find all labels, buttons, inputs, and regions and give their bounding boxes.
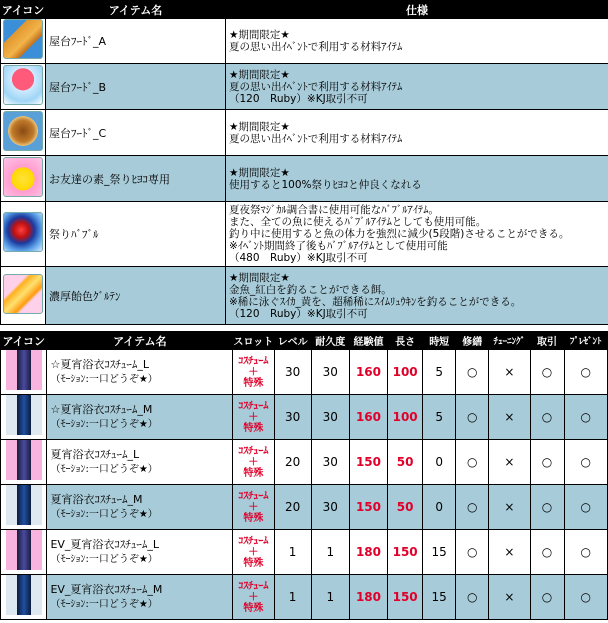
takoyaki-icon xyxy=(3,111,43,151)
table-row xyxy=(1,530,608,575)
repair-value: ○ xyxy=(456,350,489,395)
header-tuning: ﾁｭｰﾆﾝｸﾞ xyxy=(489,332,530,350)
trade-value: ○ xyxy=(530,440,564,485)
table-row xyxy=(1,395,608,440)
baguette-icon xyxy=(3,19,43,59)
header-exp: 経験値 xyxy=(349,332,387,350)
item-name: 屋台ﾌｰﾄﾞ_B xyxy=(46,64,226,110)
slot-value: ｺｽﾁｭｰﾑ ＋ 特殊 xyxy=(233,440,274,485)
length-value: 50 xyxy=(388,485,423,530)
time-value: 5 xyxy=(423,350,456,395)
header-spec: 仕様 xyxy=(226,1,608,19)
level-value: 1 xyxy=(274,530,311,575)
length-value: 100 xyxy=(388,395,423,440)
item-name: 夏宵浴衣ｺｽﾁｭｰﾑ_M （ﾓｰｼｮﾝ:一口どうぞ★） xyxy=(47,485,233,530)
table-row xyxy=(1,202,608,267)
trade-value: ○ xyxy=(530,530,564,575)
costume-pink-icon xyxy=(6,440,42,480)
item-name: ☆夏宵浴衣ｺｽﾁｭｰﾑ_M （ﾓｰｼｮﾝ:一口どうぞ★） xyxy=(47,395,233,440)
bubble-icon xyxy=(3,212,43,252)
durability-value: 30 xyxy=(311,395,349,440)
costume-pink-icon xyxy=(6,350,42,390)
exp-value: 180 xyxy=(349,575,387,620)
tuning-value: × xyxy=(489,395,530,440)
time-value: 5 xyxy=(423,395,456,440)
durability-value: 1 xyxy=(311,575,349,620)
table-header xyxy=(1,332,608,350)
level-value: 30 xyxy=(274,395,311,440)
present-value: ○ xyxy=(564,440,607,485)
item-name: EV_夏宵浴衣ｺｽﾁｭｰﾑ_L （ﾓｰｼｮﾝ:一口どうぞ★） xyxy=(47,530,233,575)
tuning-value: × xyxy=(489,575,530,620)
durability-value: 1 xyxy=(311,530,349,575)
present-value: ○ xyxy=(564,530,607,575)
slot-value: ｺｽﾁｭｰﾑ ＋ 特殊 xyxy=(233,575,274,620)
present-value: ○ xyxy=(564,485,607,530)
item-name: お友達の素_祭りﾋﾖｺ専用 xyxy=(46,156,226,202)
header-length: 長さ xyxy=(388,332,423,350)
trade-value: ○ xyxy=(530,575,564,620)
tuning-value: × xyxy=(489,485,530,530)
chick-icon xyxy=(3,157,43,197)
length-value: 100 xyxy=(388,350,423,395)
level-value: 1 xyxy=(274,575,311,620)
item-name: 屋台ﾌｰﾄﾞ_C xyxy=(46,110,226,156)
table-row xyxy=(1,110,608,156)
table-row xyxy=(1,440,608,485)
repair-value: ○ xyxy=(456,530,489,575)
durability-value: 30 xyxy=(311,350,349,395)
trade-value: ○ xyxy=(530,395,564,440)
header-durability: 耐久度 xyxy=(311,332,349,350)
present-value: ○ xyxy=(564,395,607,440)
header-time: 時短 xyxy=(423,332,456,350)
time-value: 0 xyxy=(423,440,456,485)
item-spec: ★期間限定★ 夏の思い出ｲﾍﾞﾝﾄで利用する材料ｱｲﾃﾑ xyxy=(226,19,608,64)
costume-navy-icon xyxy=(6,485,42,525)
item-name: EV_夏宵浴衣ｺｽﾁｭｰﾑ_M （ﾓｰｼｮﾝ:一口どうぞ★） xyxy=(47,575,233,620)
table-row xyxy=(1,156,608,202)
header-name: アイテム名 xyxy=(46,1,226,19)
level-value: 20 xyxy=(274,440,311,485)
item-name: ☆夏宵浴衣ｺｽﾁｭｰﾑ_L （ﾓｰｼｮﾝ:一口どうぞ★） xyxy=(47,350,233,395)
header-present: ﾌﾟﾚｾﾞﾝﾄ xyxy=(564,332,607,350)
length-value: 50 xyxy=(388,440,423,485)
gluten-icon xyxy=(3,274,43,314)
slot-value: ｺｽﾁｭｰﾑ ＋ 特殊 xyxy=(233,485,274,530)
costume-pink-icon xyxy=(6,530,42,570)
exp-value: 160 xyxy=(349,350,387,395)
table-row xyxy=(1,19,608,64)
present-value: ○ xyxy=(564,350,607,395)
time-value: 15 xyxy=(423,575,456,620)
present-value: ○ xyxy=(564,575,607,620)
table-row xyxy=(1,350,608,395)
item-name: 屋台ﾌｰﾄﾞ_A xyxy=(46,19,226,64)
table-header xyxy=(1,1,608,19)
shaved-ice-icon xyxy=(3,65,43,105)
item-spec: ★期間限定★ 金魚_紅白を釣ることができる餌。 ※稀に泳ぐｽｲｶ_黄を、超稀稀にｽｲﾑﾘｭｳｷﾝを釣ることができる。 （120 Ruby）※KJ取引不可 xyxy=(226,267,608,325)
length-value: 150 xyxy=(388,575,423,620)
item-spec: ★期間限定★ 夏の思い出ｲﾍﾞﾝﾄで利用する材料ｱｲﾃﾑ （120 Ruby）※KJ取引不可 xyxy=(226,64,608,110)
durability-value: 30 xyxy=(311,485,349,530)
costume-table xyxy=(0,331,608,620)
trade-value: ○ xyxy=(530,485,564,530)
trade-value: ○ xyxy=(530,350,564,395)
tuning-value: × xyxy=(489,530,530,575)
repair-value: ○ xyxy=(456,485,489,530)
slot-value: ｺｽﾁｭｰﾑ ＋ 特殊 xyxy=(233,350,274,395)
table-row xyxy=(1,64,608,110)
durability-value: 30 xyxy=(311,440,349,485)
table-row xyxy=(1,267,608,325)
item-name: 祭りﾊﾞﾌﾞﾙ xyxy=(46,202,226,267)
repair-value: ○ xyxy=(456,395,489,440)
header-icon: アイコン xyxy=(1,332,47,350)
exp-value: 160 xyxy=(349,395,387,440)
header-repair: 修繕 xyxy=(456,332,489,350)
length-value: 150 xyxy=(388,530,423,575)
header-trade: 取引 xyxy=(530,332,564,350)
level-value: 30 xyxy=(274,350,311,395)
item-name: 濃厚飴色ｸﾞﾙﾃﾝ xyxy=(46,267,226,325)
header-slot: スロット xyxy=(233,332,274,350)
exp-value: 180 xyxy=(349,530,387,575)
header-level: レベル xyxy=(274,332,311,350)
exp-value: 150 xyxy=(349,485,387,530)
header-icon: アイコン xyxy=(1,1,46,19)
slot-value: ｺｽﾁｭｰﾑ ＋ 特殊 xyxy=(233,530,274,575)
item-name: 夏宵浴衣ｺｽﾁｭｰﾑ_L （ﾓｰｼｮﾝ:一口どうぞ★） xyxy=(47,440,233,485)
level-value: 20 xyxy=(274,485,311,530)
item-spec: ★期間限定★ 夏の思い出ｲﾍﾞﾝﾄで利用する材料ｱｲﾃﾑ xyxy=(226,110,608,156)
time-value: 15 xyxy=(423,530,456,575)
slot-value: ｺｽﾁｭｰﾑ ＋ 特殊 xyxy=(233,395,274,440)
item-spec: 夏夜祭ﾏｼﾞｶﾙ調合書に使用可能なﾊﾞﾌﾞﾙｱｲﾃﾑ。 また、全ての魚に使えるﾊﾞﾌﾞﾙｱｲﾃﾑとしても使用可能。 釣り中に使用すると魚の体力を強烈に減少(5段階)させることができる。 ※ｲﾍﾞﾝﾄ期間終了後もﾊﾞﾌﾞﾙｱｲﾃﾑとして使用可能 （480 Ruby）※KJ取引不可 xyxy=(226,202,608,267)
repair-value: ○ xyxy=(456,575,489,620)
header-name: アイテム名 xyxy=(47,332,233,350)
time-value: 0 xyxy=(423,485,456,530)
costume-navy-icon xyxy=(6,575,42,615)
tuning-value: × xyxy=(489,350,530,395)
exp-value: 150 xyxy=(349,440,387,485)
table-row xyxy=(1,575,608,620)
costume-navy-icon xyxy=(6,395,42,435)
item-spec: ★期間限定★ 使用すると100%祭りﾋﾖｺと仲良くなれる xyxy=(226,156,608,202)
repair-value: ○ xyxy=(456,440,489,485)
table-row xyxy=(1,485,608,530)
tuning-value: × xyxy=(489,440,530,485)
